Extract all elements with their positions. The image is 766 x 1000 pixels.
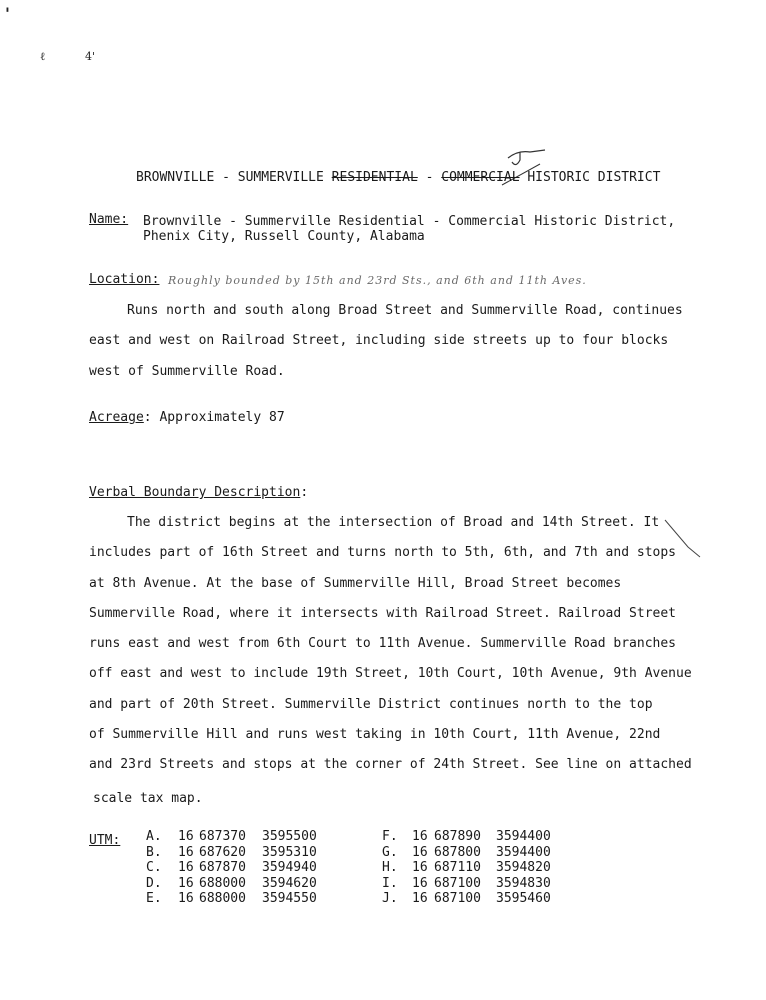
utm-northing: 3595460	[496, 891, 551, 906]
utm-zone: 16	[412, 829, 428, 844]
title-dash: -	[425, 170, 434, 185]
title-struck-residential: RESIDENTIAL	[331, 170, 418, 185]
boundary-line-3: at 8th Avenue. At the base of Summerville Hill, Broad Street becomes	[89, 576, 622, 591]
utm-northing: 3594550	[262, 891, 317, 906]
utm-easting: 688000	[199, 891, 246, 906]
title-part1: BROWNVILLE - SUMMERVILLE	[136, 170, 324, 185]
utm-easting: 687870	[199, 860, 246, 875]
utm-northing: 3594830	[496, 875, 551, 891]
utm-letter: C.	[146, 860, 162, 875]
location-line-2: east and west on Railroad Street, including side streets up to four blocks	[89, 333, 669, 348]
boundary-line-2: includes part of 16th Street and turns north to 5th, 6th, and 7th and stops	[89, 545, 676, 560]
acreage-entry	[89, 410, 285, 425]
boundary-line-7: and part of 20th Street. Summerville District continues north to the top	[89, 697, 653, 712]
utm-northing: 3594400	[496, 829, 551, 844]
utm-letter: F.	[382, 829, 398, 844]
location-line-1: Runs north and south along Broad Street and Summerville Road, continues	[127, 303, 683, 318]
utm-northing: 3594940	[262, 860, 317, 875]
title-part2: HISTORIC DISTRICT	[527, 170, 661, 185]
utm-zone: 16	[412, 860, 428, 875]
utm-label: UTM:	[89, 833, 121, 848]
utm-easting: 687370	[199, 829, 246, 844]
utm-zone: 16	[178, 860, 194, 875]
boundary-line-5: runs east and west from 6th Court to 11th Avenue. Summerville Road branches	[89, 636, 676, 651]
utm-zone: 16	[178, 891, 194, 906]
boundary-line-10: scale tax map.	[93, 791, 203, 806]
utm-zone: 16	[178, 844, 194, 860]
utm-easting: 687100	[434, 891, 481, 906]
boundary-heading	[89, 485, 308, 500]
boundary-line-8: of Summerville Hill and runs west taking in 10th Court, 11th Avenue, 22nd	[89, 727, 661, 742]
acreage-label: Acreage	[89, 410, 144, 425]
utm-northing: 3594400	[496, 844, 551, 860]
utm-letter: G.	[382, 844, 398, 860]
utm-easting: 687100	[434, 875, 481, 891]
utm-easting: 687800	[434, 844, 481, 860]
utm-easting: 687890	[434, 829, 481, 844]
name-line-1: Brownville - Summerville Residential - Commercial Historic District,	[143, 214, 676, 229]
boundary-line-6: off east and west to include 19th Street, 10th Court, 10th Avenue, 9th Avenue	[89, 666, 692, 681]
location-line-3: west of Summerville Road.	[89, 364, 285, 379]
utm-zone: 16	[412, 891, 428, 906]
utm-letter: J.	[382, 891, 398, 906]
utm-northing: 3594620	[262, 875, 317, 891]
utm-letter: D.	[146, 875, 162, 891]
utm-northing: 3595500	[262, 829, 317, 844]
name-label: Name:	[89, 212, 129, 227]
boundary-label: Verbal Boundary Description	[89, 485, 301, 500]
acreage-value: : Approximately 87	[143, 410, 285, 425]
location-label: Location:	[89, 272, 160, 287]
utm-letter: H.	[382, 860, 398, 875]
document-title	[136, 170, 660, 185]
margin-mark-right: 4'	[85, 50, 96, 63]
utm-letter: A.	[146, 829, 162, 844]
name-line-2: Phenix City, Russell County, Alabama	[143, 229, 425, 244]
utm-letter: B.	[146, 844, 162, 860]
utm-zone: 16	[178, 829, 194, 844]
utm-zone: 16	[178, 875, 194, 891]
utm-easting: 688000	[199, 875, 246, 891]
utm-letter: I.	[382, 875, 398, 891]
utm-easting: 687110	[434, 860, 481, 875]
utm-letter: E.	[146, 891, 162, 906]
corner-tick-mark: '	[5, 4, 10, 23]
boundary-line-9: and 23rd Streets and stops at the corner of 24th Street. See line on attached	[89, 757, 692, 772]
utm-northing: 3595310	[262, 844, 317, 860]
margin-slash-mark	[660, 515, 710, 565]
title-struck-commercial: COMMERCIAL	[441, 170, 520, 185]
boundary-line-1: The district begins at the intersection of Broad and 14th Street. It	[127, 515, 660, 530]
boundary-line-4: Summerville Road, where it intersects with Railroad Street. Railroad Street	[89, 606, 676, 621]
boundary-colon: :	[300, 485, 309, 500]
utm-northing: 3594820	[496, 860, 551, 875]
utm-zone: 16	[412, 844, 428, 860]
location-handwritten-note: Roughly bounded by 15th and 23rd Sts., and 6th and 11th Aves.	[168, 274, 587, 287]
margin-mark-left: ℓ	[40, 50, 46, 63]
utm-easting: 687620	[199, 844, 246, 860]
utm-zone: 16	[412, 875, 428, 891]
